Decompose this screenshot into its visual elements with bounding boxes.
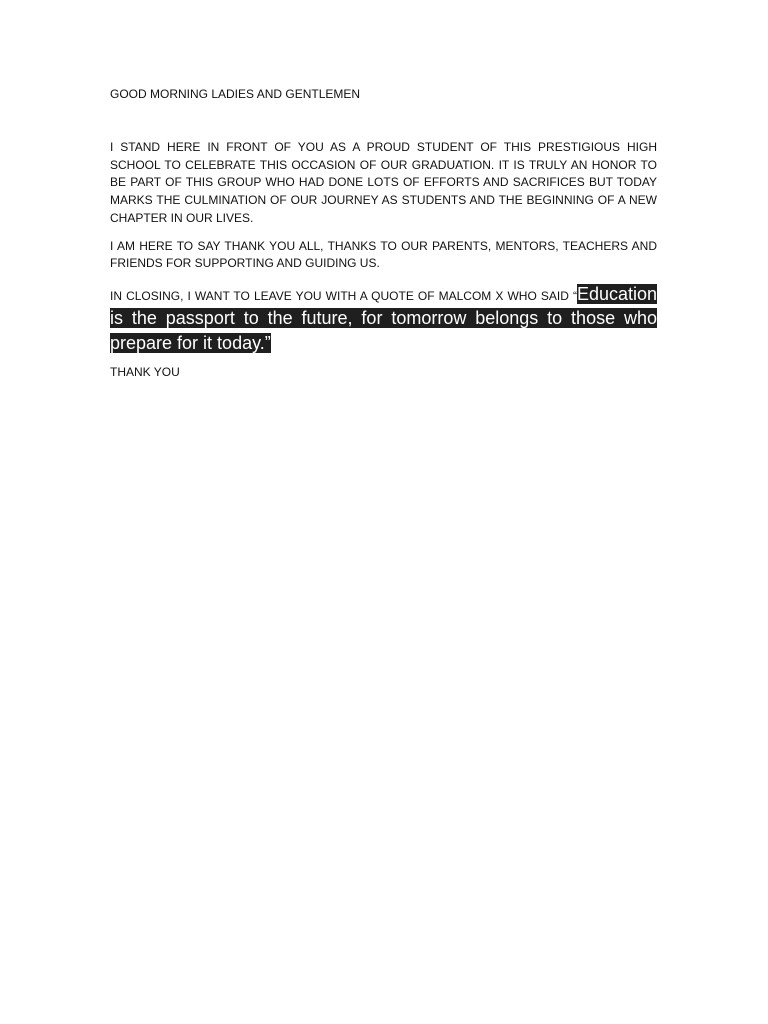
document-body xyxy=(110,86,657,381)
greeting-line: GOOD MORNING LADIES AND GENTLEMEN xyxy=(110,87,361,101)
paragraph-thanks: I AM HERE TO SAY THANK YOU ALL, THANKS TO OUR PARENTS, MENTORS, TEACHERS AND FRIENDS FOR SUPPORTING AND GUIDING US. xyxy=(110,238,657,271)
closing-lead-text: IN CLOSING, I WANT TO LEAVE YOU WITH A QUOTE OF MALCOM X WHO SAID “ xyxy=(110,288,577,303)
paragraph-closing xyxy=(110,283,657,357)
signoff-line: THANK YOU xyxy=(110,365,180,380)
paragraph-intro: I STAND HERE IN FRONT OF YOU AS A PROUD STUDENT OF THIS PRESTIGIOUS HIGH SCHOOL TO CELEBRATE THIS OCCASION OF OUR GRADUATION. IT IS TRULY AN HONOR TO BE PART OF THIS GROUP WHO HAD DONE LOTS OF EFFORTS AND SACRIFICES BUT TODAY MARKS THE CULMINATION OF OUR JOURNEY AS STUDENTS AND THE BEGINNING OF A NEW CHAPTER IN OUR LIVES. xyxy=(110,140,657,225)
highlighted-quote: Education is the passport to the future, for tomorrow belongs to those who prepare for it today.” xyxy=(110,283,657,353)
